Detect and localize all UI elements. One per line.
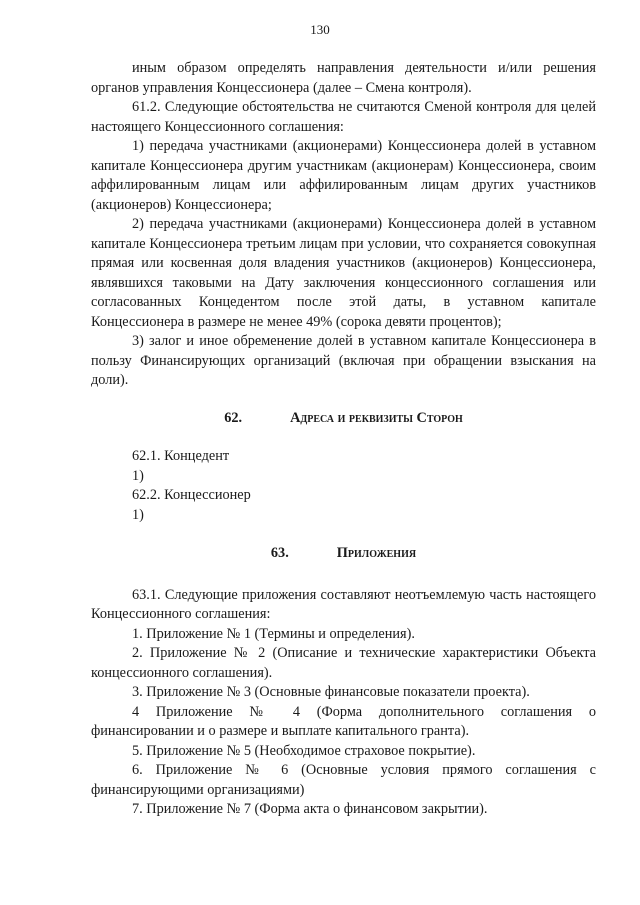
list-item: 5. Приложение № 5 (Необходимое страховое покрытие). [132, 742, 476, 759]
list-item: 1. Приложение № 1 (Термины и определения). [132, 625, 415, 642]
paragraph: 1) передача участниками (акционерами) Концессионера долей в уставном капитале Концессионера другим участникам (акционерам) Концессионера, своим аффилированным лицам или аффилированным лицам других участников (акционеров) Концессионера; [91, 138, 596, 213]
section-number: 62. [224, 409, 243, 426]
paragraph: 2) передача участниками (акционерами) Концессионера долей в уставном капитале Концессионера третьим лицам при условии, что сохраняется совокупная прямая или косвенная доля владения участников (акционеров) Концессионера, являвшихся таковыми на Дату заключения концессионного соглашения или согласованных Концедентом после этой даты, в уставном капитале Концессионера в размере не менее 49% (сорока девяти процентов); [91, 216, 596, 330]
list-item: 4 Приложение № 4 (Форма дополнительного соглашения о финансировании и о размере и выплате капитального гранта). [91, 703, 596, 739]
section-62-heading [91, 409, 596, 429]
section-title: Приложения [336, 545, 417, 561]
paragraph: 63.1. Следующие приложения составляют неотъемлемую часть настоящего Концессионного соглашения: [91, 586, 596, 622]
list-item: 2. Приложение № 2 (Описание и технические характеристики Объекта концессионного соглашения). [91, 645, 596, 681]
paragraph: 61.2. Следующие обстоятельства не считаются Сменой контроля для целей настоящего Концессионного соглашения: [91, 99, 596, 135]
list-item: 1) [132, 467, 144, 484]
paragraph: иным образом определять направления деятельности и/или решения органов управления Концессионера (далее – Смена контроля). [91, 60, 596, 96]
list-item: 7. Приложение № 7 (Форма акта о финансовом закрытии). [132, 801, 488, 817]
list-item: 62.2. Концессионер [132, 487, 251, 503]
page-number: 130 [310, 22, 330, 37]
document-body [91, 59, 596, 820]
section-63-heading [91, 544, 596, 564]
list-item: 3. Приложение № 3 (Основные финансовые показатели проекта). [132, 684, 530, 700]
paragraph: 3) залог и иное обременение долей в уставном капитале Концессионера в пользу Финансирующих организаций (включая при обращении взыскания на доли). [91, 333, 596, 388]
list-item: 1) [132, 506, 144, 523]
list-item: 62.1. Концедент [132, 448, 230, 464]
list-item: 6. Приложение № 6 (Основные условия прямого соглашения с финансирующими организациями) [91, 762, 596, 798]
section-number: 63. [270, 545, 289, 561]
section-title: Адреса и реквизиты Сторон [290, 409, 463, 426]
